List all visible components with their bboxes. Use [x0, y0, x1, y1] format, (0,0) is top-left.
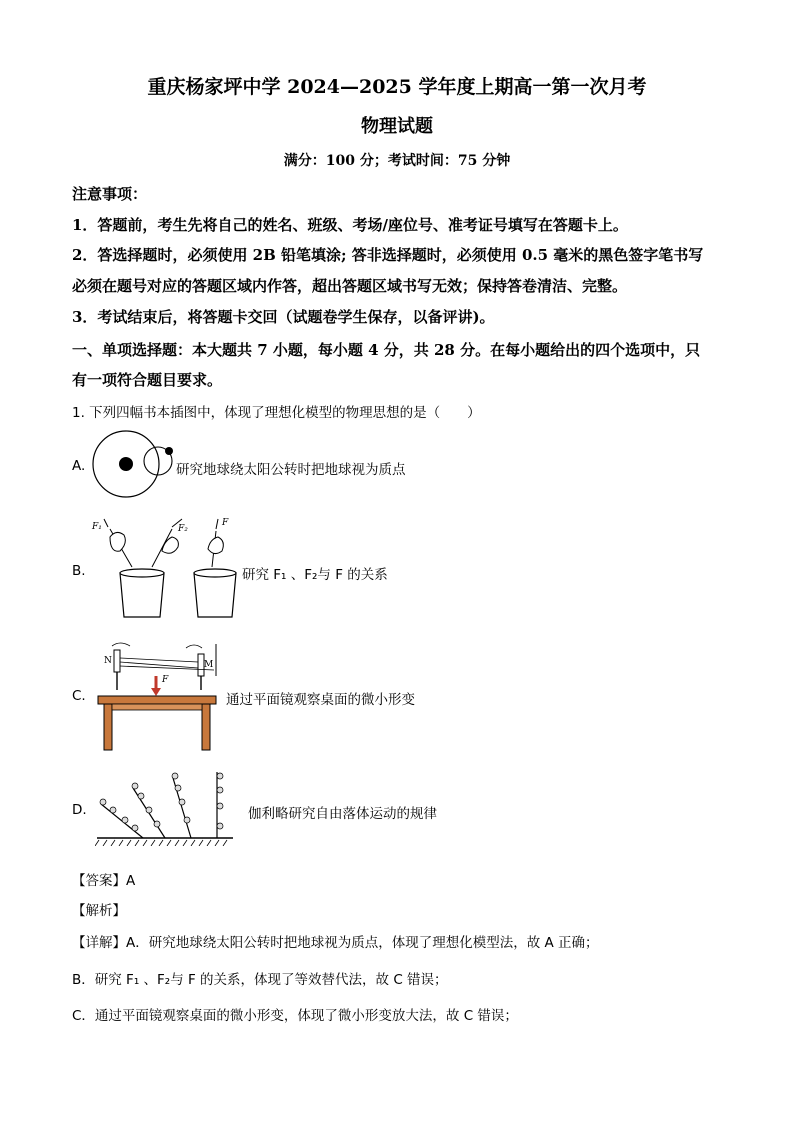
exam-title: 重庆杨家坪中学 2024—2025 学年度上期高一第一次月考: [147, 76, 647, 98]
option-a-letter: A.: [72, 458, 86, 474]
section-heading-line1: 一、单项选择题：本大题共 7 小题，每小题 4 分，共 28 分。在每小题给出的四个选项中，只: [72, 341, 701, 359]
mirror-n: [114, 650, 120, 672]
subject-title: 物理试题: [361, 116, 433, 137]
analysis-line-3: C．通过平面镜观察桌面的微小形变，体现了微小形变放大法，故 C 错误；: [72, 1008, 518, 1024]
notice-item-3: 3．考试结束后，将答题卡交回（试题卷学生保存，以备评讲)。: [72, 308, 495, 326]
option-d-text: 伽利略研究自由落体运动的规律: [248, 806, 437, 822]
label-f2: F₂: [178, 524, 188, 534]
question-stem: 1. 下列四幅书本插图中，体现了理想化模型的物理思想的是（ ）: [72, 405, 481, 421]
bucket-right: [194, 573, 236, 617]
table-top: [98, 696, 216, 704]
label-f: F: [222, 518, 229, 528]
notice-item-1: 1．答题前，考生先将自己的姓名、班级、考场/座位号、准考证号填写在答题卡上。: [72, 216, 628, 234]
option-c-text: 通过平面镜观察桌面的微小形变: [226, 692, 415, 708]
option-a-text: 研究地球绕太阳公转时把地球视为质点: [176, 462, 406, 478]
hand-left-2: [162, 537, 178, 553]
mirror-table-figure: [90, 640, 225, 752]
option-c-letter: C.: [72, 688, 86, 704]
earth: [165, 447, 173, 455]
analysis-tag: 【解析】: [72, 903, 126, 919]
option-b-letter: B.: [72, 563, 86, 579]
answer-tag: 【答案】: [72, 873, 126, 889]
label-n: N: [104, 656, 112, 666]
notice-item-2: 2．答选择题时，必须使用 2B 铅笔填涂; 答非选择题时，必须使用 0.5 毫米的黑色签字笔书写: [72, 246, 704, 264]
orbit-figure: [90, 428, 180, 500]
hand-right: [208, 537, 223, 554]
exam-meta: 满分：100 分；考试时间：75 分钟: [283, 153, 511, 169]
label-fc: F: [162, 675, 169, 685]
option-d-letter: D.: [72, 802, 87, 818]
sun: [119, 457, 133, 471]
option-b-text: 研究 F₁ 、F₂与 F 的关系: [242, 567, 388, 583]
balls: [100, 773, 223, 831]
incline-figure: [95, 768, 235, 846]
hand-left-1: [110, 532, 125, 551]
label-m: M: [204, 660, 214, 670]
notice-item-2-cont: 必须在题号对应的答题区域内作答，超出答题区域书写无效；保持答卷清洁、完整。: [72, 277, 628, 295]
answer-value: A: [126, 873, 136, 889]
force-buckets-figure: [88, 515, 238, 625]
label-f1: F₁: [92, 522, 102, 532]
bucket-left: [120, 573, 164, 617]
analysis-line-2: B．研究 F₁ 、F₂与 F 的关系，体现了等效替代法，故 C 错误；: [72, 972, 448, 988]
answer-line: [72, 869, 135, 889]
analysis-line-1: 【详解】A．研究地球绕太阳公转时把地球视为质点，体现了理想化模型法，故 A 正确；: [72, 935, 599, 951]
notice-heading: 注意事项：: [72, 185, 148, 203]
section-heading-line2: 有一项符合题目要求。: [72, 371, 223, 389]
